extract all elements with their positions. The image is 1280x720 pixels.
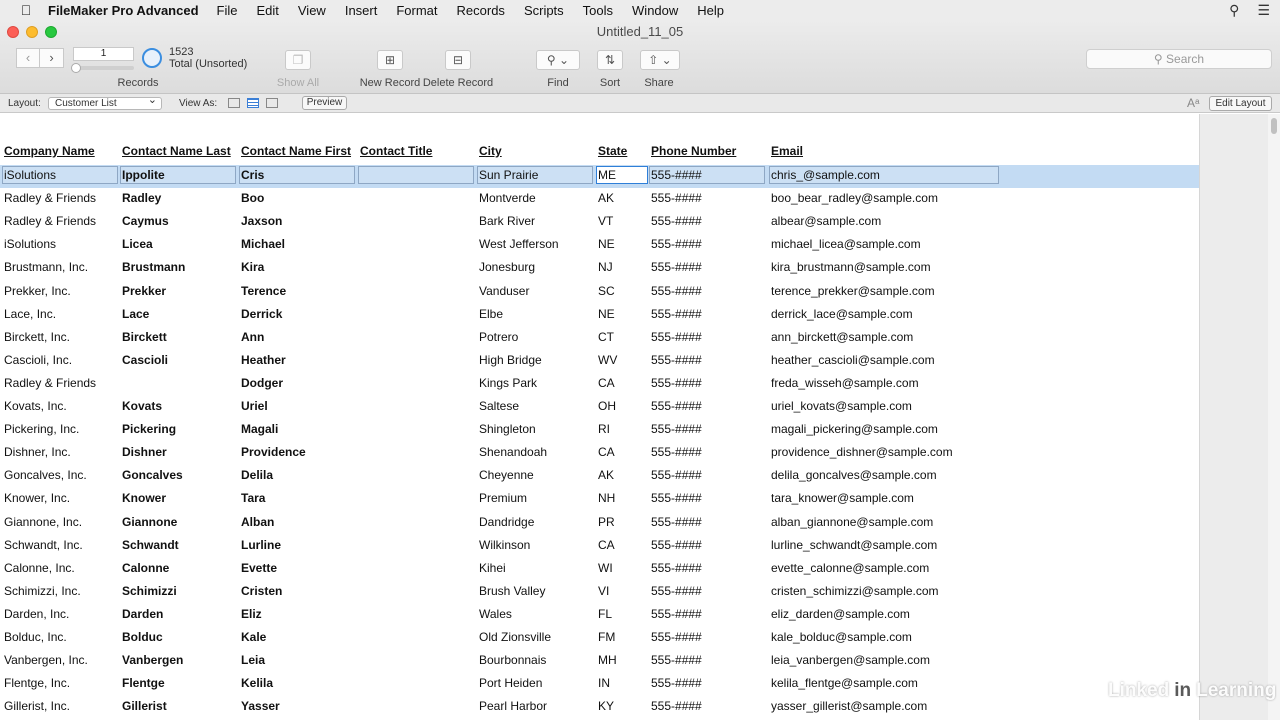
- find-icon[interactable]: ⚲ ⌄: [536, 50, 580, 70]
- cell-email[interactable]: leia_vanbergen@sample.com: [771, 653, 930, 668]
- cell-email[interactable]: lurline_schwandt@sample.com: [771, 537, 938, 552]
- text-formatting-icon[interactable]: Aᵃ: [1187, 96, 1200, 110]
- cell-email[interactable]: terence_prekker@sample.com: [771, 283, 935, 298]
- cell-contact-name-last[interactable]: Darden: [122, 606, 164, 621]
- cell-state[interactable]: MH: [598, 653, 617, 668]
- cell-state[interactable]: FL: [598, 606, 613, 621]
- cell-state[interactable]: CA: [598, 445, 615, 460]
- cell-phone-number[interactable]: 555-####: [651, 537, 702, 552]
- cell-phone-number[interactable]: 555-####: [651, 329, 702, 344]
- cell-city[interactable]: Cheyenne: [479, 468, 534, 483]
- cell-city[interactable]: Kihei: [479, 560, 506, 575]
- cell-city[interactable]: Montverde: [479, 191, 536, 206]
- menu-file[interactable]: File: [216, 2, 238, 18]
- cell-contact-name-first[interactable]: Ann: [241, 329, 265, 344]
- cell-phone-number[interactable]: 555-####: [651, 422, 702, 437]
- sort-status: Total (Unsorted): [169, 58, 248, 70]
- vertical-scrollbar[interactable]: [1268, 114, 1280, 720]
- cell-city[interactable]: Bourbonnais: [479, 653, 547, 668]
- cell-state[interactable]: ME: [598, 168, 616, 182]
- menubar-extras: [1229, 0, 1270, 20]
- field-box[interactable]: [358, 166, 474, 184]
- cell-contact-name-first[interactable]: Kale: [241, 630, 267, 644]
- cell-email[interactable]: michael_licea@sample.com: [771, 237, 921, 252]
- cell-phone-number[interactable]: 555-####: [651, 699, 702, 714]
- table-row[interactable]: [0, 442, 1199, 465]
- cell-state[interactable]: NH: [598, 491, 616, 506]
- cell-state[interactable]: CA: [598, 537, 615, 552]
- cell-contact-name-last[interactable]: Caymus: [122, 214, 169, 229]
- cell-contact-name-last[interactable]: Ippolite: [122, 168, 165, 182]
- cell-city[interactable]: Premium: [479, 491, 528, 506]
- cell-phone-number[interactable]: 555-####: [651, 260, 702, 275]
- cell-state[interactable]: AK: [598, 191, 615, 206]
- cell-company-name[interactable]: iSolutions: [4, 168, 57, 182]
- cell-company-name[interactable]: iSolutions: [4, 237, 57, 252]
- table-row[interactable]: [0, 673, 1199, 696]
- menu-edit[interactable]: Edit: [256, 2, 279, 18]
- cell-contact-name-first[interactable]: Cristen: [241, 583, 283, 598]
- cell-phone-number[interactable]: 555-####: [651, 560, 702, 575]
- cell-contact-name-last[interactable]: Licea: [122, 237, 153, 252]
- new-record-icon[interactable]: ⊞: [377, 50, 403, 70]
- table-row[interactable]: [0, 281, 1199, 304]
- linkedin-learning-watermark: [1108, 680, 1276, 702]
- cell-contact-name-first[interactable]: Tara: [241, 491, 266, 506]
- cell-contact-name-first[interactable]: Leia: [241, 653, 266, 668]
- share-icon[interactable]: ⇧ ⌄: [640, 50, 680, 70]
- cell-city[interactable]: Kings Park: [479, 375, 538, 390]
- cell-city[interactable]: High Bridge: [479, 352, 542, 367]
- cell-company-name[interactable]: Goncalves, Inc.: [4, 468, 87, 483]
- delete-record-button[interactable]: Delete Record: [422, 77, 494, 89]
- cell-company-name[interactable]: Radley & Friends: [4, 191, 97, 206]
- cell-state[interactable]: CA: [598, 375, 615, 390]
- cell-email[interactable]: yasser_gillerist@sample.com: [771, 699, 928, 714]
- cell-email[interactable]: kira_brustmann@sample.com: [771, 260, 931, 275]
- cell-company-name[interactable]: Pickering, Inc.: [4, 422, 80, 437]
- cell-city[interactable]: Wilkinson: [479, 537, 531, 552]
- cell-city[interactable]: Potrero: [479, 329, 519, 344]
- cell-email[interactable]: tara_knower@sample.com: [771, 491, 914, 506]
- found-set-pie-icon[interactable]: [142, 48, 162, 68]
- cell-city[interactable]: West Jefferson: [479, 237, 559, 252]
- cell-email[interactable]: evette_calonne@sample.com: [771, 560, 930, 575]
- cell-contact-name-first[interactable]: Providence: [241, 445, 306, 460]
- cell-contact-name-last[interactable]: Bolduc: [122, 630, 163, 644]
- table-row[interactable]: [0, 188, 1199, 211]
- menu-window[interactable]: Window: [632, 2, 679, 18]
- layout-label: Layout:: [8, 98, 41, 109]
- cell-company-name[interactable]: Radley & Friends: [4, 375, 97, 390]
- cell-state[interactable]: AK: [598, 468, 615, 483]
- cell-contact-name-first[interactable]: Uriel: [241, 399, 268, 413]
- table-row[interactable]: [0, 234, 1199, 257]
- table-row[interactable]: [0, 604, 1199, 627]
- table-row[interactable]: [0, 558, 1199, 581]
- delete-record-icon[interactable]: ⊟: [445, 50, 471, 70]
- cell-company-name[interactable]: Bolduc, Inc.: [4, 630, 67, 644]
- cell-email[interactable]: ann_birckett@sample.com: [771, 329, 914, 344]
- table-row[interactable]: [0, 465, 1199, 488]
- cell-company-name[interactable]: Cascioli, Inc.: [4, 352, 73, 367]
- cell-contact-name-first[interactable]: Derrick: [241, 306, 283, 321]
- cell-contact-name-last[interactable]: Lace: [122, 306, 150, 321]
- table-row[interactable]: [0, 581, 1199, 604]
- found-count: 1523: [169, 46, 194, 58]
- cell-phone-number[interactable]: 555-####: [651, 191, 702, 206]
- cell-company-name[interactable]: Calonne, Inc.: [4, 560, 75, 575]
- cell-contact-name-first[interactable]: Magali: [241, 422, 279, 437]
- cell-email[interactable]: kelila_flentge@sample.com: [771, 676, 918, 691]
- cell-phone-number[interactable]: 555-####: [651, 237, 702, 252]
- window-title: Untitled_11_05: [596, 24, 684, 39]
- header-contact-name-last[interactable]: Contact Name Last: [122, 144, 231, 158]
- cell-city[interactable]: Vanduser: [479, 283, 530, 298]
- cell-email[interactable]: providence_dishner@sample.com: [771, 445, 953, 460]
- app-menu[interactable]: FileMaker Pro Advanced: [48, 2, 199, 18]
- cell-phone-number[interactable]: 555-####: [651, 168, 702, 182]
- cell-city[interactable]: Pearl Harbor: [479, 699, 548, 714]
- table-row[interactable]: [0, 327, 1199, 350]
- table-row[interactable]: [0, 419, 1199, 442]
- table-row[interactable]: [0, 350, 1199, 373]
- layout-bar: [0, 94, 1280, 113]
- header-company-name[interactable]: Company Name: [4, 144, 95, 158]
- cell-phone-number[interactable]: 555-####: [651, 583, 702, 598]
- cell-contact-name-first[interactable]: Terence: [241, 283, 287, 298]
- table-row-active[interactable]: [0, 165, 1199, 188]
- preview-button[interactable]: Preview: [302, 96, 347, 110]
- cell-contact-name-first[interactable]: Michael: [241, 237, 286, 252]
- cell-company-name[interactable]: Knower, Inc.: [4, 491, 71, 506]
- cell-state[interactable]: NE: [598, 237, 615, 252]
- list-view-icon[interactable]: [247, 98, 259, 108]
- cell-email[interactable]: chris_@sample.com: [771, 168, 880, 182]
- header-city[interactable]: City: [479, 144, 502, 158]
- cell-contact-name-first[interactable]: Jaxson: [241, 214, 283, 229]
- cell-phone-number[interactable]: 555-####: [651, 306, 702, 321]
- cell-company-name[interactable]: Gillerist, Inc.: [4, 699, 71, 714]
- cell-state[interactable]: KY: [598, 699, 615, 714]
- cell-phone-number[interactable]: 555-####: [651, 399, 702, 413]
- menu-format[interactable]: Format: [396, 2, 438, 18]
- cell-company-name[interactable]: Dishner, Inc.: [4, 445, 71, 460]
- cell-email[interactable]: eliz_darden@sample.com: [771, 606, 910, 621]
- search-placeholder: Search: [1166, 52, 1205, 66]
- record-slider[interactable]: [73, 66, 134, 70]
- view-as-switcher: [228, 98, 278, 108]
- cell-email[interactable]: derrick_lace@sample.com: [771, 306, 913, 321]
- cell-state[interactable]: WV: [598, 352, 618, 367]
- cell-contact-name-first[interactable]: Alban: [241, 514, 275, 529]
- menu-help[interactable]: Help: [697, 2, 725, 18]
- layout-select[interactable]: Customer List ⌄: [48, 97, 162, 110]
- cell-contact-name-first[interactable]: Boo: [241, 191, 265, 206]
- cell-company-name[interactable]: Vanbergen, Inc.: [4, 653, 88, 668]
- view-as-label: View As:: [179, 98, 218, 109]
- cell-city[interactable]: Shenandoah: [479, 445, 548, 460]
- cell-email[interactable]: uriel_kovats@sample.com: [771, 399, 912, 413]
- records-label: Records: [117, 77, 159, 89]
- cell-email[interactable]: magali_pickering@sample.com: [771, 422, 938, 437]
- cell-city[interactable]: Elbe: [479, 306, 504, 321]
- cell-company-name[interactable]: Prekker, Inc.: [4, 283, 71, 298]
- header-email[interactable]: Email: [771, 144, 804, 158]
- cell-state[interactable]: NJ: [598, 260, 613, 275]
- cell-phone-number[interactable]: 555-####: [651, 445, 702, 460]
- cell-contact-name-last[interactable]: Dishner: [122, 445, 167, 460]
- cell-phone-number[interactable]: 555-####: [651, 375, 702, 390]
- header-contact-name-first[interactable]: Contact Name First: [241, 144, 352, 158]
- header-state[interactable]: State: [598, 144, 628, 158]
- cell-city[interactable]: Saltese: [479, 399, 520, 413]
- cell-contact-name-last[interactable]: Flentge: [122, 676, 165, 691]
- menu-records[interactable]: Records: [456, 2, 505, 18]
- cell-contact-name-first[interactable]: Kira: [241, 260, 265, 275]
- find-button[interactable]: Find: [547, 77, 569, 89]
- share-button[interactable]: Share: [644, 77, 674, 89]
- cell-email[interactable]: freda_wisseh@sample.com: [771, 375, 919, 390]
- cell-city[interactable]: Wales: [479, 606, 512, 621]
- cell-contact-name-first[interactable]: Delila: [241, 468, 274, 483]
- current-record-input[interactable]: 1: [73, 47, 134, 61]
- table-row[interactable]: [0, 257, 1199, 280]
- cell-contact-name-last[interactable]: Birckett: [122, 329, 167, 344]
- cell-contact-name-last[interactable]: Calonne: [122, 560, 170, 575]
- scrollbar-thumb[interactable]: [1271, 118, 1277, 134]
- cell-phone-number[interactable]: 555-####: [651, 214, 702, 229]
- new-record-button[interactable]: New Record: [359, 77, 421, 89]
- cell-phone-number[interactable]: 555-####: [651, 468, 702, 483]
- cell-email[interactable]: kale_bolduc@sample.com: [771, 630, 912, 644]
- header-phone-number[interactable]: Phone Number: [651, 144, 737, 158]
- cell-contact-name-last[interactable]: Giannone: [122, 514, 178, 529]
- cell-city[interactable]: Sun Prairie: [479, 168, 539, 182]
- cell-contact-name-last[interactable]: Vanbergen: [122, 653, 184, 668]
- edit-layout-button[interactable]: Edit Layout: [1209, 96, 1272, 111]
- cell-phone-number[interactable]: 555-####: [651, 606, 702, 621]
- cell-contact-name-last[interactable]: Schimizzi: [122, 583, 177, 598]
- cell-contact-name-first[interactable]: Cris: [241, 168, 265, 182]
- cell-state[interactable]: WI: [598, 560, 613, 575]
- cell-state[interactable]: IN: [598, 676, 610, 691]
- next-record-icon[interactable]: ›: [40, 48, 64, 68]
- cell-city[interactable]: Shingleton: [479, 422, 536, 437]
- header-contact-title[interactable]: Contact Title: [360, 144, 433, 158]
- window-toolbar: [0, 20, 1280, 94]
- cell-phone-number[interactable]: 555-####: [651, 630, 702, 644]
- cell-state[interactable]: VI: [598, 583, 610, 598]
- cell-city[interactable]: Brush Valley: [479, 583, 546, 598]
- cell-state[interactable]: RI: [598, 422, 610, 437]
- cell-company-name[interactable]: Schwandt, Inc.: [4, 537, 83, 552]
- cell-contact-name-last[interactable]: Cascioli: [122, 352, 169, 367]
- table-row[interactable]: [0, 211, 1199, 234]
- cell-contact-name-last[interactable]: Radley: [122, 191, 162, 206]
- watermark-in: in: [1171, 680, 1194, 702]
- apple-icon[interactable]: [18, 2, 34, 18]
- table-row[interactable]: [0, 488, 1199, 511]
- cell-company-name[interactable]: Brustmann, Inc.: [4, 260, 89, 275]
- table-row[interactable]: [0, 396, 1199, 419]
- sort-icon[interactable]: ⇅: [597, 50, 623, 70]
- table-view-icon[interactable]: [266, 98, 278, 108]
- show-all-button[interactable]: Show All: [276, 77, 320, 89]
- cell-company-name[interactable]: Darden, Inc.: [4, 606, 70, 621]
- cell-contact-name-first[interactable]: Yasser: [241, 699, 280, 714]
- cell-contact-name-first[interactable]: Lurline: [241, 537, 282, 552]
- table-row[interactable]: [0, 650, 1199, 673]
- cell-contact-name-first[interactable]: Evette: [241, 560, 278, 575]
- cell-contact-name-first[interactable]: Heather: [241, 352, 286, 367]
- cell-state[interactable]: SC: [598, 283, 615, 298]
- cell-contact-name-first[interactable]: Kelila: [241, 676, 274, 691]
- cell-contact-name-first[interactable]: Eliz: [241, 606, 262, 621]
- spotlight-search-icon[interactable]: ⚲: [1229, 1, 1240, 18]
- cell-email[interactable]: delila_goncalves@sample.com: [771, 468, 937, 483]
- menu-tools[interactable]: Tools: [582, 2, 614, 18]
- cell-company-name[interactable]: Lace, Inc.: [4, 306, 57, 321]
- cell-email[interactable]: alban_giannone@sample.com: [771, 514, 934, 529]
- cell-contact-name-last[interactable]: Prekker: [122, 283, 167, 298]
- table-row[interactable]: [0, 373, 1199, 396]
- cell-contact-name-last[interactable]: Brustmann: [122, 260, 186, 275]
- watermark-linked: Linked: [1108, 680, 1170, 701]
- previous-record-icon[interactable]: ‹: [16, 48, 40, 68]
- menu-bar: [0, 0, 1280, 20]
- cell-contact-name-first[interactable]: Dodger: [241, 375, 283, 390]
- table-row[interactable]: [0, 627, 1199, 650]
- quick-find-search-input[interactable]: [1086, 49, 1272, 69]
- cell-state[interactable]: OH: [598, 399, 616, 413]
- cell-contact-name-last[interactable]: Goncalves: [122, 468, 183, 483]
- record-count: [169, 46, 247, 70]
- cell-email[interactable]: cristen_schimizzi@sample.com: [771, 583, 939, 598]
- notification-center-icon[interactable]: ☰: [1257, 1, 1270, 18]
- cell-contact-name-last[interactable]: Kovats: [122, 399, 163, 413]
- cell-city[interactable]: Bark River: [479, 214, 536, 229]
- cell-company-name[interactable]: Schimizzi, Inc.: [4, 583, 81, 598]
- cell-email[interactable]: boo_bear_radley@sample.com: [771, 191, 938, 206]
- search-icon: ⚲: [1153, 52, 1163, 66]
- cell-phone-number[interactable]: 555-####: [651, 283, 702, 298]
- cell-email[interactable]: albear@sample.com: [771, 214, 882, 229]
- cell-city[interactable]: Jonesburg: [479, 260, 536, 275]
- form-view-icon[interactable]: [228, 98, 240, 108]
- cell-city[interactable]: Old Zionsville: [479, 630, 552, 644]
- cell-state[interactable]: FM: [598, 630, 616, 644]
- cell-state[interactable]: PR: [598, 514, 615, 529]
- cell-contact-name-last[interactable]: Pickering: [122, 422, 177, 437]
- layout-right-margin: [1199, 114, 1268, 720]
- watermark-learning: Learning: [1196, 680, 1277, 701]
- cell-company-name[interactable]: Kovats, Inc.: [4, 399, 67, 413]
- cell-state[interactable]: VT: [598, 214, 614, 229]
- cell-phone-number[interactable]: 555-####: [651, 676, 702, 691]
- cell-email[interactable]: heather_cascioli@sample.com: [771, 352, 935, 367]
- table-row[interactable]: [0, 696, 1199, 719]
- cell-phone-number[interactable]: 555-####: [651, 491, 702, 506]
- sort-button[interactable]: Sort: [599, 77, 621, 89]
- cell-contact-name-last[interactable]: Knower: [122, 491, 167, 506]
- list-view-content: [0, 114, 1199, 720]
- record-navigation: [16, 48, 64, 68]
- cell-state[interactable]: NE: [598, 306, 615, 321]
- cell-contact-name-last[interactable]: Gillerist: [122, 699, 167, 714]
- table-row[interactable]: [0, 535, 1199, 558]
- cell-company-name[interactable]: Birckett, Inc.: [4, 329, 71, 344]
- cell-company-name[interactable]: Radley & Friends: [4, 214, 97, 229]
- cell-phone-number[interactable]: 555-####: [651, 352, 702, 367]
- cell-company-name[interactable]: Flentge, Inc.: [4, 676, 71, 691]
- cell-state[interactable]: CT: [598, 329, 614, 344]
- cell-phone-number[interactable]: 555-####: [651, 653, 702, 668]
- cell-phone-number[interactable]: 555-####: [651, 514, 702, 529]
- table-row[interactable]: [0, 304, 1199, 327]
- table-row[interactable]: [0, 512, 1199, 535]
- menu-insert[interactable]: Insert: [344, 2, 378, 18]
- cell-contact-name-last[interactable]: Schwandt: [122, 537, 179, 552]
- menu-view[interactable]: View: [297, 2, 326, 18]
- cell-city[interactable]: Dandridge: [479, 514, 535, 529]
- cell-city[interactable]: Port Heiden: [479, 676, 543, 691]
- menu-scripts[interactable]: Scripts: [523, 2, 564, 18]
- cell-company-name[interactable]: Giannone, Inc.: [4, 514, 83, 529]
- show-all-icon[interactable]: ❐: [285, 50, 311, 70]
